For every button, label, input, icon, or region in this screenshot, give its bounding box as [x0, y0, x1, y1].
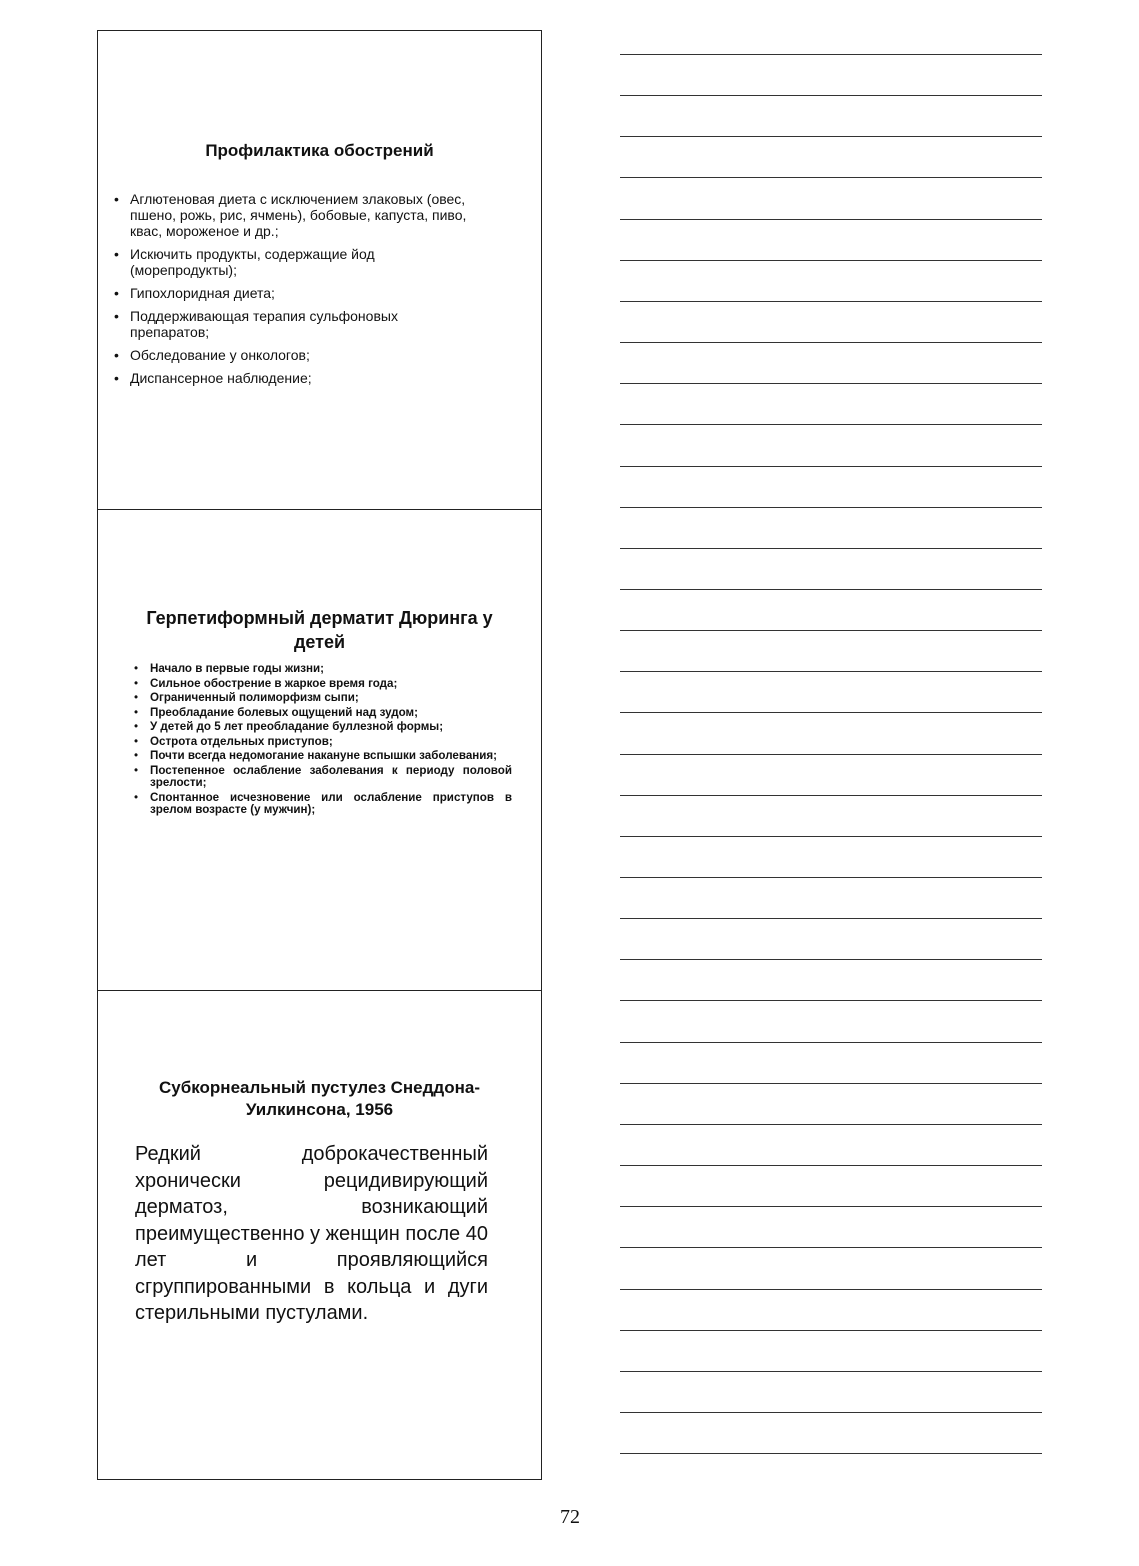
slide-title: Субкорнеальный пустулез Снеддона-Уилкинсона, 1956	[159, 1078, 480, 1119]
list-item: • Поддерживающая терапия сульфоновых препаратов;	[114, 308, 474, 340]
slide-body-text: Редкий доброкачественный хронически рецидивирующий дерматоз, возникающий преимущественно у женщин после 40 лет и проявляющийся сгруппированными в кольца и дуги стерильными пустулами.	[135, 1143, 488, 1324]
note-line	[620, 177, 1042, 178]
note-line	[620, 1083, 1042, 1084]
notes-area	[620, 0, 1042, 1500]
note-line	[620, 671, 1042, 672]
note-line	[620, 507, 1042, 508]
note-line	[620, 1042, 1042, 1043]
note-line	[620, 795, 1042, 796]
note-line	[620, 1165, 1042, 1166]
list-item: • Начало в первые годы жизни;	[134, 663, 512, 676]
note-line	[620, 383, 1042, 384]
list-item: • Аглютеновая диета с исключением злаковых (овес, пшено, рожь, рис, ячмень), бобовые, капуста, пиво, квас, мороженое и др.;	[114, 191, 474, 239]
note-line	[620, 1453, 1042, 1454]
list-item: • Гипохлоридная диета;	[114, 285, 474, 301]
note-line	[620, 836, 1042, 837]
note-line	[620, 877, 1042, 878]
list-item: • Обследование у онкологов;	[114, 347, 474, 363]
note-line	[620, 54, 1042, 55]
list-item: • Ограниченный полиморфизм сыпи;	[134, 692, 512, 705]
note-line	[620, 1412, 1042, 1413]
note-line	[620, 1330, 1042, 1331]
note-line	[620, 424, 1042, 425]
slide-title: Профилактика обострений	[205, 141, 434, 160]
note-line	[620, 712, 1042, 713]
list-item: • Постепенное ослабление заболевания к периоду половой зрелости;	[134, 765, 512, 790]
note-line	[620, 589, 1042, 590]
note-line	[620, 1000, 1042, 1001]
note-line	[620, 754, 1042, 755]
note-line	[620, 342, 1042, 343]
note-line	[620, 1206, 1042, 1207]
bullet-list	[134, 663, 512, 819]
note-line	[620, 219, 1042, 220]
note-line	[620, 466, 1042, 467]
note-line	[620, 1124, 1042, 1125]
list-item: • Искючить продукты, содержащие йод (морепродукты);	[114, 246, 474, 278]
slide-children	[98, 509, 541, 990]
slide-title: Герпетиформный дерматит Дюринга у детей	[146, 608, 493, 652]
note-line	[620, 260, 1042, 261]
slides-column	[97, 30, 542, 1480]
note-line	[620, 1371, 1042, 1372]
note-line	[620, 136, 1042, 137]
slide-sneddon	[98, 990, 541, 1478]
note-line	[620, 548, 1042, 549]
slide-prevention	[98, 31, 541, 509]
note-line	[620, 959, 1042, 960]
page-number: 72	[560, 1506, 580, 1528]
list-item: • У детей до 5 лет преобладание буллезной формы;	[134, 721, 512, 734]
note-line	[620, 1247, 1042, 1248]
note-line	[620, 630, 1042, 631]
list-item: • Почти всегда недомогание накануне вспышки заболевания;	[134, 750, 512, 763]
list-item: • Острота отдельных приступов;	[134, 736, 512, 749]
list-item: • Диспансерное наблюдение;	[114, 370, 474, 386]
list-item: • Спонтанное исчезновение или ослабление приступов в зрелом возрасте (у мужчин);	[134, 792, 512, 817]
note-line	[620, 918, 1042, 919]
note-line	[620, 1289, 1042, 1290]
list-item: • Сильное обострение в жаркое время года;	[134, 678, 512, 691]
bullet-list	[114, 191, 474, 393]
list-item: • Преобладание болевых ощущений над зудом;	[134, 707, 512, 720]
note-line	[620, 95, 1042, 96]
note-line	[620, 301, 1042, 302]
